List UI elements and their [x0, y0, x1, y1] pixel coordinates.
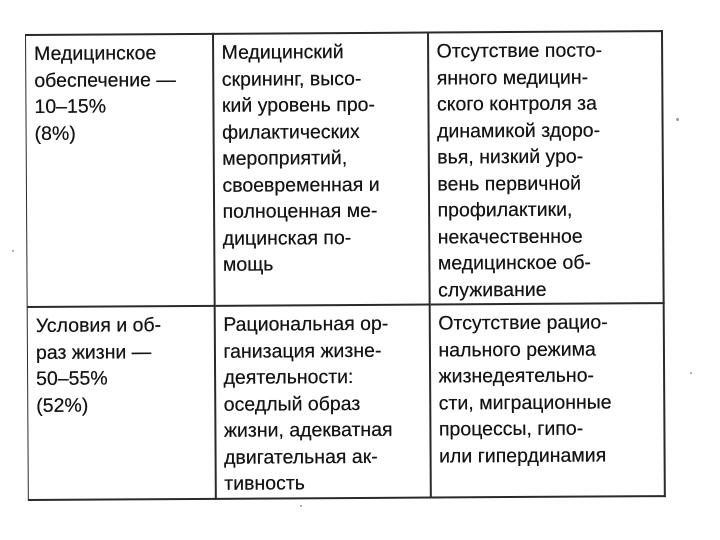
factor-cell: Условия и об- раз жизни — 50–55% (52%)	[27, 306, 215, 500]
table-row	[26, 31, 664, 307]
negative-factors-cell: Отсутствие рацио- нального режима жизнедеятельно- сти, миграционные процессы, гипо- или гипердинамия	[429, 303, 664, 497]
positive-factors-cell: Рациональная ор- ганизация жизне- деятельности: оседлый образ жизни, адекватная двигательная ак- тивность	[214, 305, 430, 499]
health-factors-table	[25, 30, 665, 500]
scan-speck	[676, 118, 679, 121]
negative-factors-cell: Отсутствие посто- янного медицин- ского контроля за динамикой здоро- вья, низкий уро- вень первичной профилактики, некачественное медицинское об- служивание	[427, 31, 663, 304]
scan-speck	[12, 250, 14, 252]
scan-speck	[300, 505, 302, 507]
scan-speck	[690, 372, 692, 374]
factor-cell: Медицинское обеспечение — 10–15% (8%)	[26, 34, 215, 307]
positive-factors-cell: Медицинский скрининг, высо- кий уровень про- филактических мероприятий, своевременная и полноценная ме- дицинская по- мощь	[213, 33, 430, 306]
table-row	[27, 303, 664, 499]
